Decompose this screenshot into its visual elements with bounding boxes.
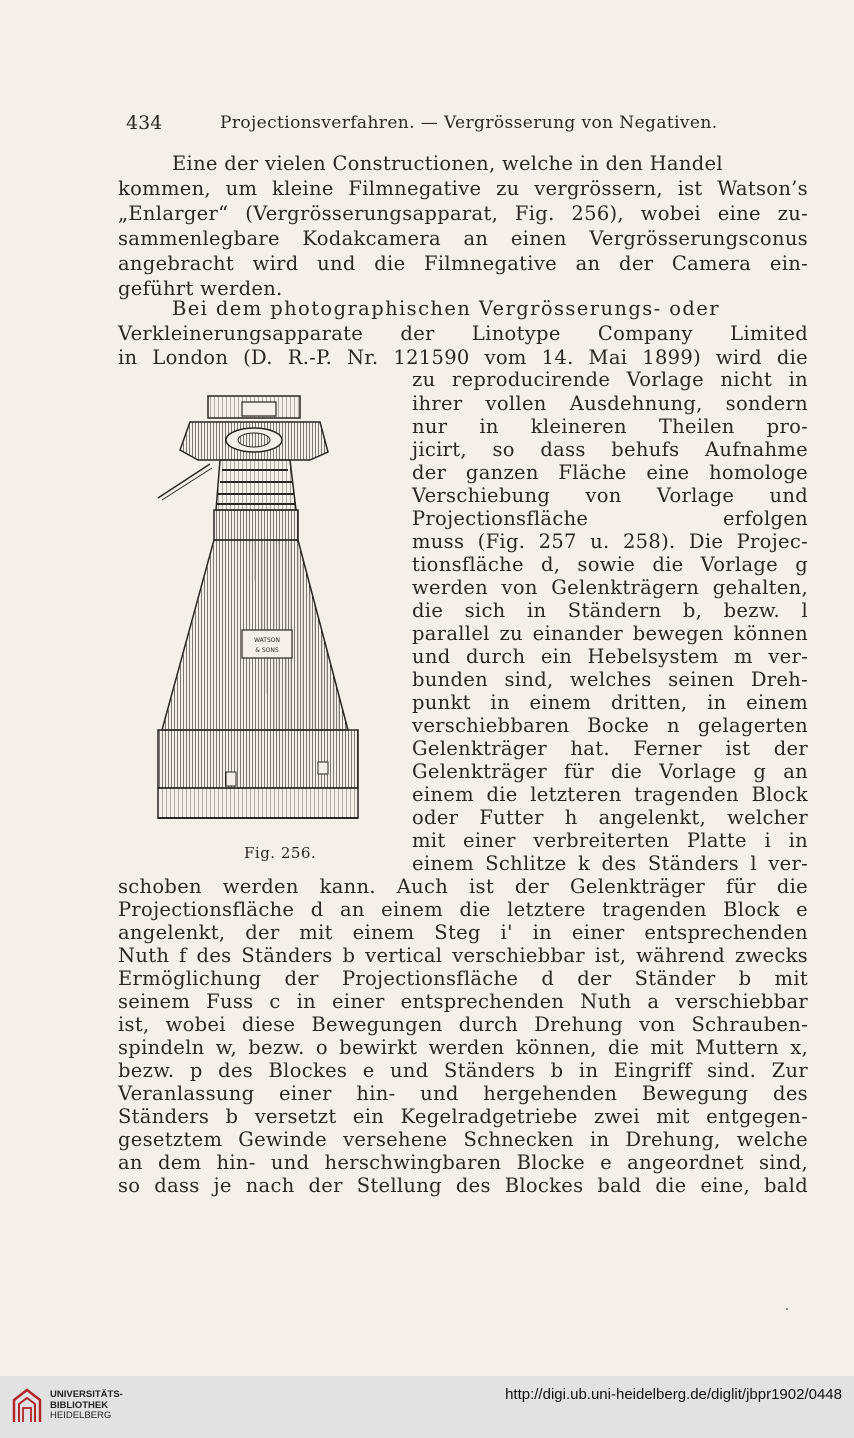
text-line: oder Futter h angelenkt, welcher [412, 806, 808, 829]
text-line: nur in kleineren Theilen pro- [412, 415, 808, 438]
enlarger-figure [150, 390, 366, 830]
text-line: Projectionsfläche erfolgen [412, 507, 808, 530]
scan-speck [786, 1308, 788, 1310]
label-maker: WATSON [254, 637, 280, 644]
text-line: ist, wobei diese Bewegungen durch Drehung von Schrauben- [118, 1013, 808, 1036]
text-line: sammenlegbare Kodakcamera an einen Vergrösserungsconus [118, 227, 808, 250]
text-line: Ständers b versetzt ein Kegelradgetriebe zwei mit entgegen- [118, 1105, 808, 1128]
text-line: muss (Fig. 257 u. 258). Die Projec- [412, 530, 808, 553]
footer-bar [0, 1376, 854, 1438]
library-name[interactable] [50, 1390, 123, 1422]
library-logo-icon[interactable] [10, 1386, 44, 1426]
text-line: Verschiebung von Vorlage und [412, 484, 808, 507]
text-line: tionsfläche d, sowie die Vorlage g [412, 553, 808, 576]
text-line: angebracht wird und die Filmnegative an der Camera ein- [118, 252, 808, 275]
text-line: geführt werden. [118, 277, 283, 300]
text-line: parallel zu einander bewegen können [412, 622, 808, 645]
text-line: einem die letzteren tragenden Block [412, 783, 808, 806]
text-line: werden von Gelenkträgern gehalten, [412, 576, 808, 599]
text-line: Verkleinerungsapparate der Linotype Company Limited [118, 322, 808, 345]
text-line: Bei dem photographischen Vergrösserungs- oder [172, 297, 720, 320]
library-name-line1: UNIVERSITÄTS- [50, 1389, 123, 1400]
text-line: mit einer verbreiterten Platte i in [412, 829, 808, 852]
text-line: gesetztem Gewinde versehene Schnecken in Drehung, welche [118, 1128, 808, 1151]
label-maker-sub: & SONS [255, 647, 279, 654]
text-line: zu reproducirende Vorlage nicht in [412, 368, 808, 391]
text-line: kommen, um kleine Filmnegative zu vergrössern, ist Watson’s [118, 177, 808, 200]
text-line: punkt in einem dritten, in einem [412, 691, 808, 714]
text-line: Gelenkträger hat. Ferner ist der [412, 737, 808, 760]
text-line: Gelenkträger für die Vorlage g an [412, 760, 808, 783]
text-line: einem Schlitze k des Ständers l ver- [412, 852, 808, 875]
source-url-link[interactable]: http://digi.ub.uni-heidelberg.de/diglit/jbpr1902/0448 [505, 1386, 842, 1403]
text-line: jicirt, so dass behufs Aufnahme [412, 438, 808, 461]
text-line: der ganzen Fläche eine homologe [412, 461, 808, 484]
text-line: in London (D. R.-P. Nr. 121590 vom 14. Mai 1899) wird die [118, 346, 808, 369]
text-line: ihrer vollen Ausdehnung, sondern [412, 392, 808, 415]
text-line: Veranlassung einer hin- und hergehenden Bewegung des [118, 1082, 808, 1105]
text-line: bunden sind, welches seinen Dreh- [412, 668, 808, 691]
text-line: Eine der vielen Constructionen, welche in den Handel [172, 152, 723, 175]
library-name-line2: BIBLIOTHEK [50, 1399, 109, 1411]
page-number: 434 [126, 112, 163, 134]
text-line: „Enlarger“ (Vergrösserungsapparat, Fig. 256), wobei eine zu- [118, 202, 808, 225]
library-name-line3: HEIDELBERG [50, 1410, 112, 1421]
text-line: spindeln w, bezw. o bewirkt werden können, die mit Muttern x, [118, 1036, 808, 1059]
text-line: an dem hin- und herschwingbaren Blocke e angeordnet sind, [118, 1151, 808, 1174]
text-line: angelenkt, der mit einem Steg i' in einer entsprechenden [118, 921, 808, 944]
figure-caption: Fig. 256. [244, 844, 317, 862]
text-line: Ermöglichung der Projectionsfläche d der Ständer b mit [118, 967, 808, 990]
text-line: verschiebbaren Bocke n gelagerten [412, 714, 808, 737]
text-line: Projectionsfläche d an einem die letztere tragenden Block e [118, 898, 808, 921]
text-line: die sich in Ständern b, bezw. l [412, 599, 808, 622]
text-line: seinem Fuss c in einer entsprechenden Nuth a verschiebbar [118, 990, 808, 1013]
text-line: Nuth f des Ständers b vertical verschiebbar ist, während zwecks [118, 944, 808, 967]
running-head [126, 112, 816, 138]
text-line: so dass je nach der Stellung des Blockes bald die eine, bald [118, 1174, 808, 1197]
text-line: bezw. p des Blockes e und Ständers b in Eingriff sind. Zur [118, 1059, 808, 1082]
text-line: und durch ein Hebelsystem m ver- [412, 645, 808, 668]
text-line: schoben werden kann. Auch ist der Gelenkträger für die [118, 875, 808, 898]
running-title: Projectionsverfahren. — Vergrösserung von Negativen. [220, 113, 718, 133]
